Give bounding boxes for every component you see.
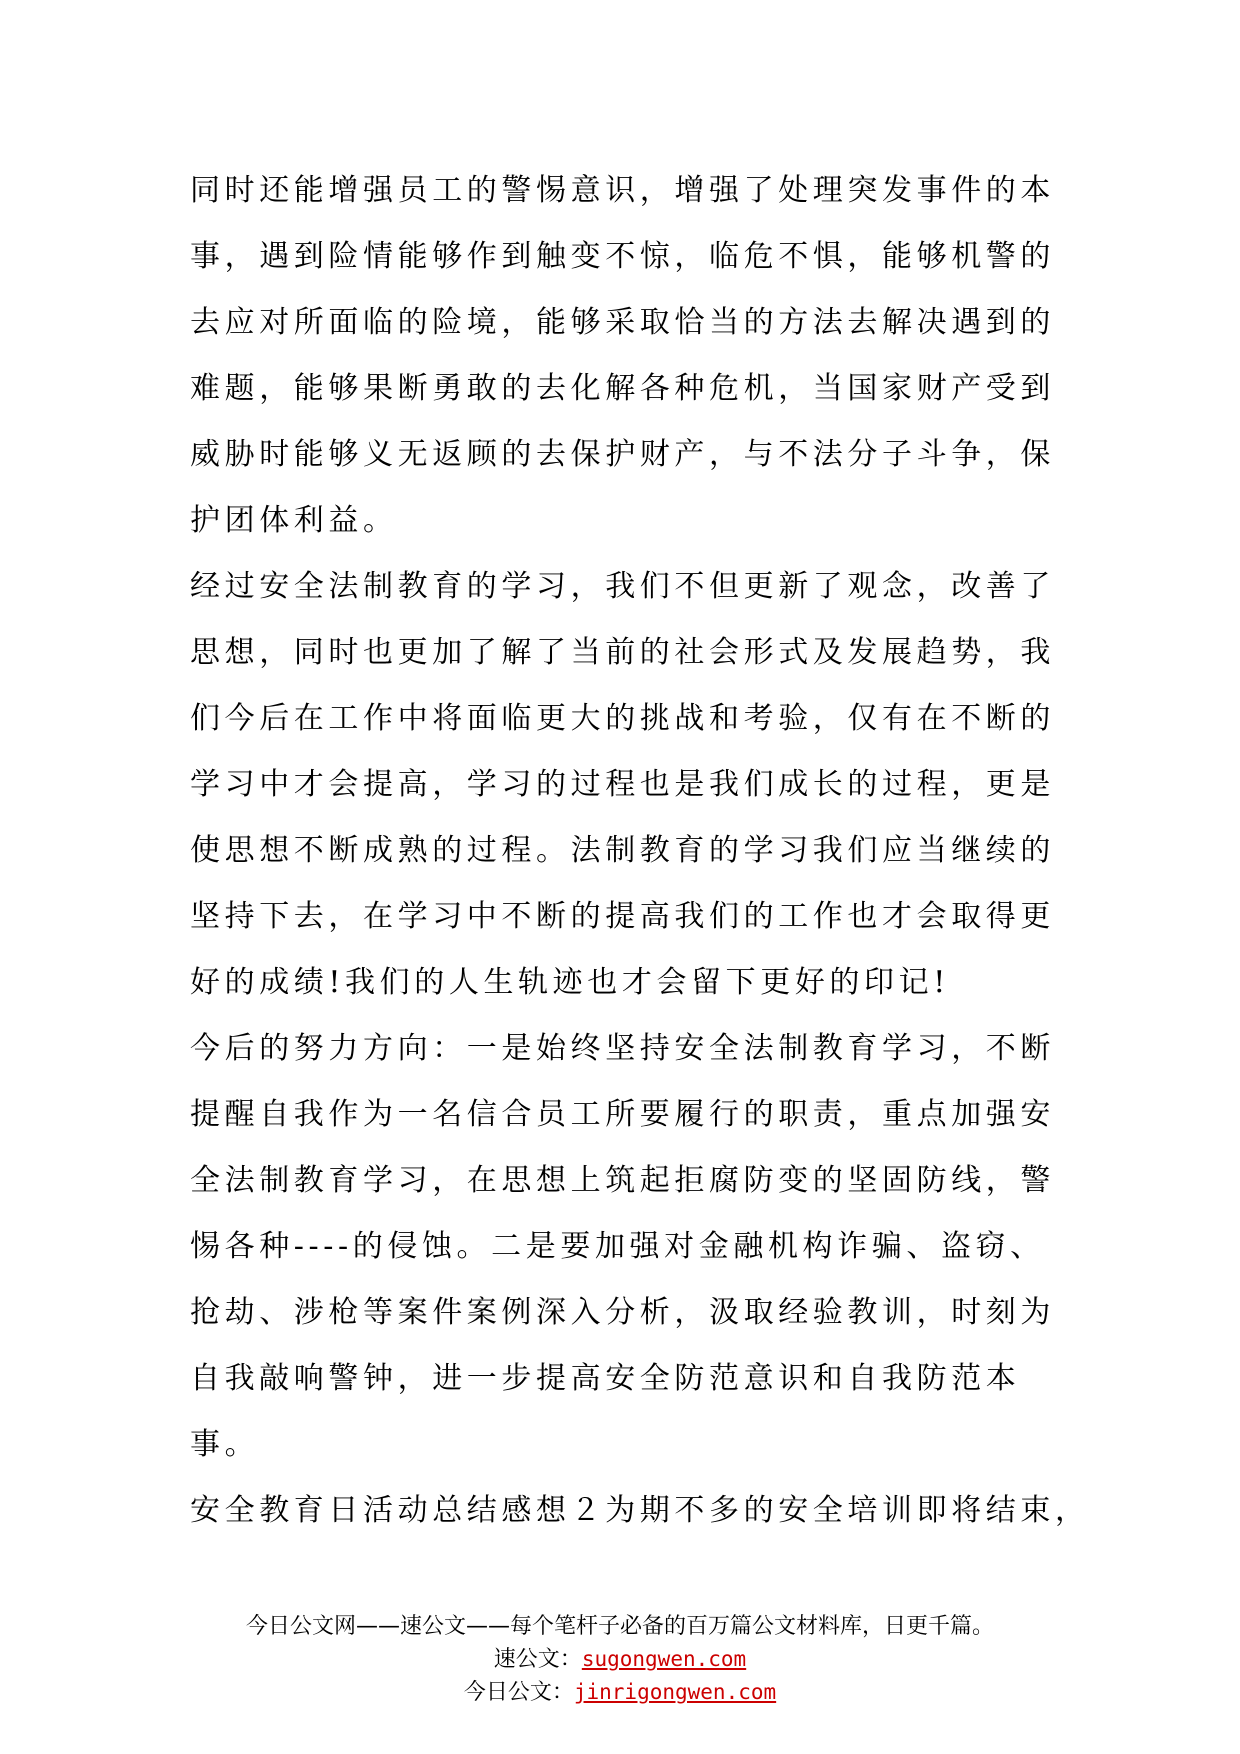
text-line: 坚持下去，在学习中不断的提高我们的工作也才会取得更 [190,899,1055,934]
footer-link-1-label: 速公文： [493,1647,582,1672]
jinrigongwen-link[interactable]: jinrigongwen.com [573,1680,777,1704]
text-line: 思想，同时也更加了解了当前的社会形式及发展趋势，我 [190,635,1055,670]
text-line: 自我敲响警钟，进一步提高安全防范意识和自我防范本 [190,1361,1021,1396]
text-line: 们今后在工作中将面临更大的挑战和考验，仅有在不断的 [190,701,1055,736]
text-line: 好的成绩!我们的人生轨迹也才会留下更好的印记! [190,965,950,1000]
text-line: 经过安全法制教育的学习，我们不但更新了观念，改善了 [190,569,1055,604]
text-line: 去应对所面临的险境，能够采取恰当的方法去解决遇到的 [190,305,1055,340]
text-line: 安全教育日活动总结感想２为期不多的安全培训即将结束， [190,1493,1090,1528]
text-line: 事，遇到险情能够作到触变不惊，临危不惧，能够机警的 [190,239,1055,274]
text-line: 今后的努力方向：一是始终坚持安全法制教育学习，不断 [190,1031,1055,1066]
text-line: 护团体利益。 [190,503,398,538]
text-line: 抢劫、涉枪等案件案例深入分析，汲取经验教训，时刻为 [190,1295,1055,1330]
text-line: 学习中才会提高，学习的过程也是我们成长的过程，更是 [190,767,1055,802]
text-line: 同时还能增强员工的警惕意识，增强了处理突发事件的本 [190,173,1055,208]
text-line: 提醒自我作为一名信合员工所要履行的职责，重点加强安 [190,1097,1055,1132]
text-line: 惕各种----的侵蚀。二是要加强对金融机构诈骗、盗窃、 [190,1229,1045,1264]
text-line: 事。 [190,1427,260,1462]
text-line: 全法制教育学习，在思想上筑起拒腐防变的坚固防线，警 [190,1163,1055,1198]
text-line: 使思想不断成熟的过程。法制教育的学习我们应当继续的 [190,833,1055,868]
text-line: 威胁时能够义无返顾的去保护财产，与不法分子斗争，保 [190,437,1055,472]
page-footer [0,1610,1240,1709]
footer-link-2-label: 今日公文： [463,1680,574,1705]
footer-link-row-2 [0,1676,1240,1709]
text-line: 难题，能够果断勇敢的去化解各种危机，当国家财产受到 [190,371,1055,406]
footer-tagline: 今日公文网——速公文——每个笔杆子必备的百万篇公文材料库，日更千篇。 [245,1614,994,1639]
document-body [190,158,1090,1544]
sugongwen-link[interactable]: sugongwen.com [581,1647,747,1671]
footer-link-row-1 [0,1643,1240,1676]
